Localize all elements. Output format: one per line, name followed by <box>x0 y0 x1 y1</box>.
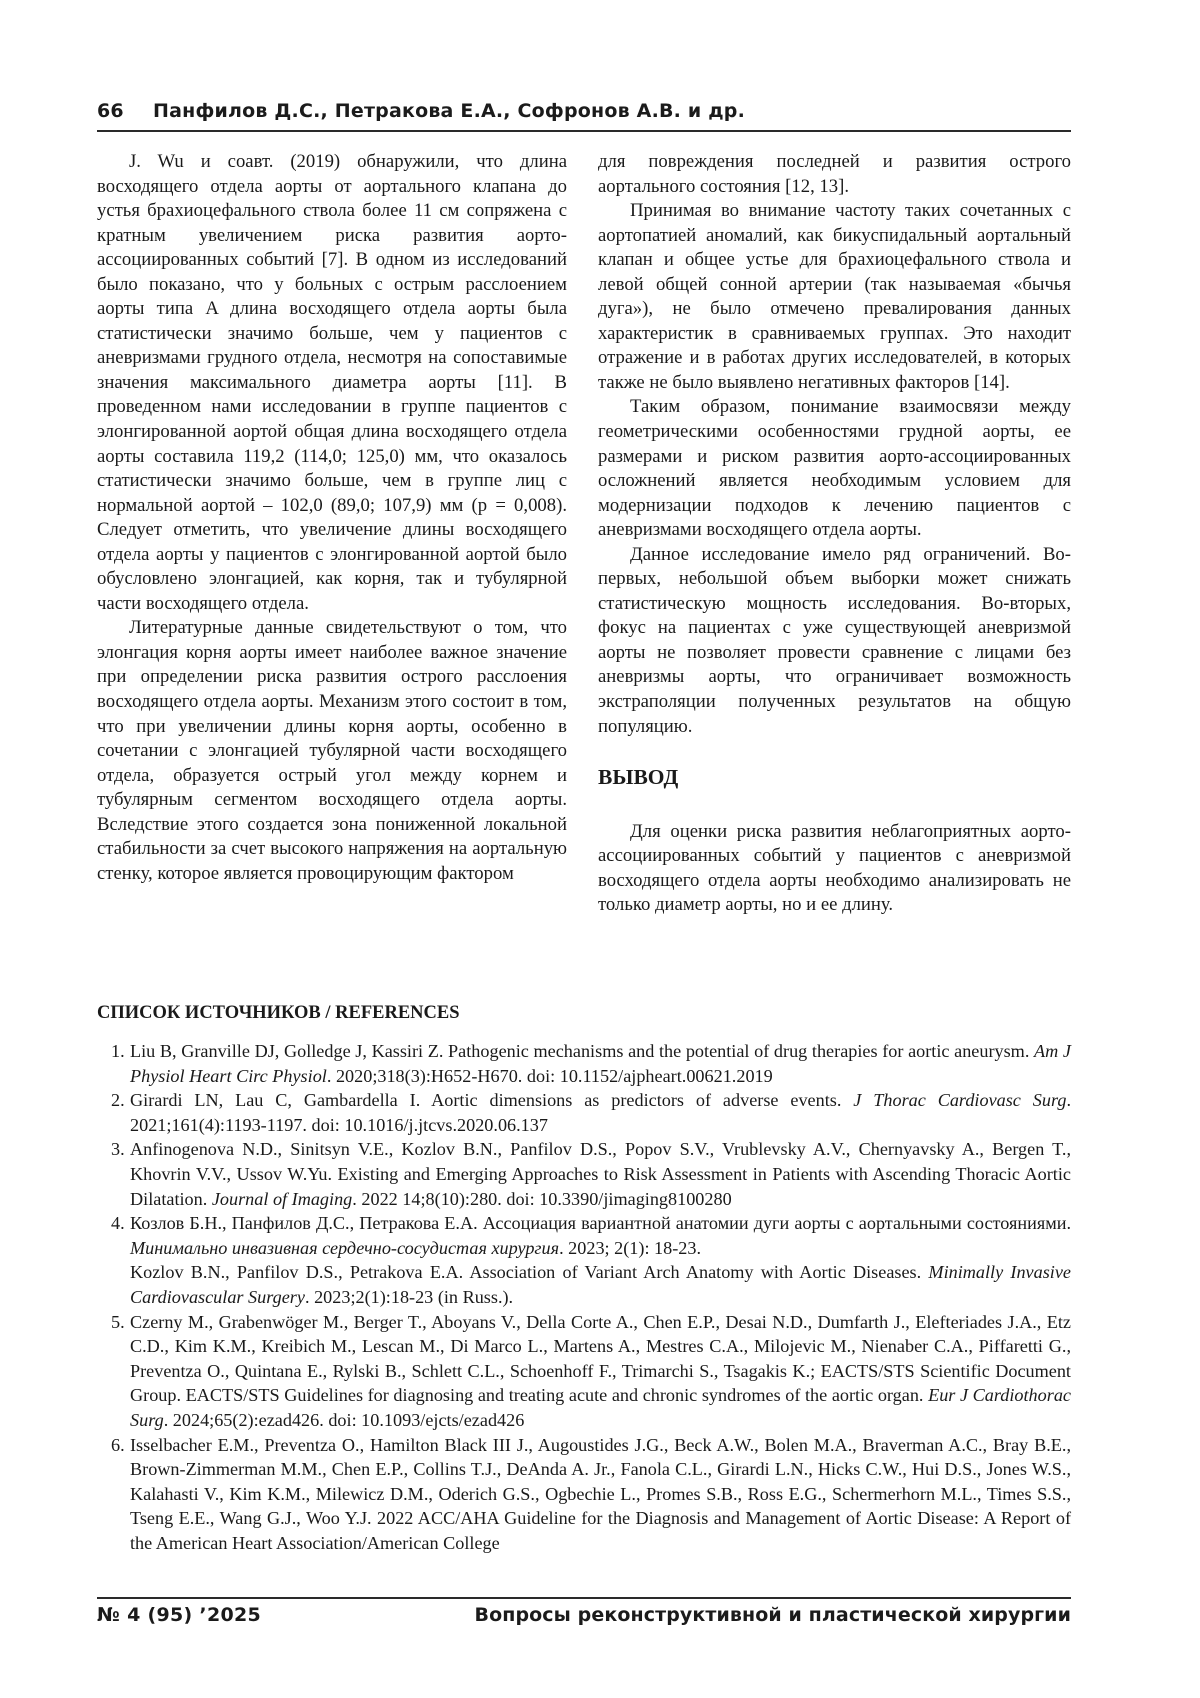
reference-number: 5. <box>111 1311 125 1332</box>
journal-title: Вопросы реконструктивной и пластической хирургии <box>474 1604 1071 1626</box>
page-number: 66 <box>97 100 124 122</box>
body-paragraph: Таким образом, понимание взаимосвязи между геометрическими особенностями грудной аорты, ее размерами и риском развития аорто-ассоциированных осложнений является необходимым условием для модернизации подходов к лечению пациентов с аневризмами восходящего отдела аорты. <box>598 396 1071 541</box>
reference-journal: Минимально инвазивная сердечно-сосудистая хирургия <box>130 1237 560 1258</box>
conclusion-paragraph: Для оценки риска развития неблагоприятных аорто-ассоциированных событий у пациентов с аневризмой восходящего отдела аорты необходимо анализировать не только диаметр аорты, но и ее длину. <box>598 820 1071 916</box>
reference-text: Козлов Б.Н., Панфилов Д.С., Петракова Е.А. Ассоциация вариантной анатомии дуги аорты с аортальными состояниями. <box>130 1213 1071 1234</box>
reference-item <box>97 1137 1071 1211</box>
reference-journal: J Thorac Cardiovasc Surg <box>853 1090 1067 1111</box>
reference-journal: Minimally Invasive Cardiovascular Surgery <box>130 1262 1071 1307</box>
body-paragraph: для повреждения последней и развития острого аортального состояния [12, 13]. <box>598 151 1071 197</box>
reference-text: Kozlov B.N., Panfilov D.S., Petrakova E.A. Association of Variant Arch Anatomy with Aortic Diseases. <box>130 1262 922 1283</box>
body-paragraph: Литературные данные свидетельствуют о том, что элонгация корня аорты имеет наиболее важное значение при определении риска развития острого расслоения восходящего отдела аорты. Механизм этого состоит в том, что при увеличении длины корня аорты, особенно в сочетании с элонгацией тубулярной части восходящего отдела, образуется острый угол между корнем и тубулярным сегментом восходящего отдела аорты. Вследствие этого создается зона пониженной локальной стабильности за счет высокого напряжения на аортальную стенку, которое является провоцирующим фактором <box>97 617 567 884</box>
running-footer <box>97 1604 1071 1634</box>
body-paragraph: J. Wu и соавт. (2019) обнаружили, что длина восходящего отдела аорты от аортального клапана до устья брахиоцефального ствола более 11 см сопряжена с кратным увеличением риска развития аорто-ассоциированных событий [7]. В одном из исследований было показано, что у больных с острым расслоением аорты типа A длина восходящего отдела аорты была статистически значимо больше, чем у пациентов с аневризмами грудного отдела, несмотря на сопоставимые значения максимального диаметра аорты [11]. В проведенном нами исследовании в группе пациентов с элонгированной аортой общая длина восходящего отдела аорты составила 119,2 (114,0; 125,0) мм, что оказалось статистически значимо больше, чем в группе лиц с нормальной аортой – 102,0 (89,0; 107,9) мм (p = 0,008). Следует отметить, что увеличение длины восходящего отдела аорты у пациентов с элонгированной аортой было обусловлено элонгацией, как корня, так и тубулярной части восходящего отдела. <box>97 151 567 614</box>
reference-text: Anfinogenova N.D., Sinitsyn V.E., Kozlov B.N., Panfilov D.S., Popov S.V., Vrublevsky A.V., Chernyavsky A., Bergen T., Khovrin V.V., Ussov W.Yu. Existing and Emerging Approaches to Risk Assessment in Patients with Ascending Thoracic Aortic Dilatation. <box>130 1139 1071 1209</box>
reference-details: . 2021;161(4):1193-1197. doi: 10.1016/j.jtcvs.2020.06.137 <box>130 1090 1072 1135</box>
reference-translation <box>130 1260 1071 1309</box>
reference-item <box>97 1039 1071 1088</box>
reference-number: 6. <box>111 1434 125 1455</box>
reference-number: 1. <box>111 1041 125 1061</box>
reference-journal: Am J Physiol Heart Circ Physiol <box>130 1041 1071 1086</box>
left-column <box>97 150 567 886</box>
right-column <box>598 150 1071 918</box>
reference-text: Liu B, Granville DJ, Golledge J, Kassiri Z. Pathogenic mechanisms and the potential of drug therapies for aortic aneurysm. <box>130 1041 1030 1061</box>
reference-number: 4. <box>111 1213 125 1234</box>
body-paragraph: Данное исследование имело ряд ограничений. Во-первых, небольшой объем выборки может снижать статистическую мощность исследования. Во-вторых, фокус на пациентах с уже существующей аневризмой аорты не позволяет провести сравнение с лицами без аневризмы аорты, что ограничивает возможность экстраполяции полученных результатов на общую популяцию. <box>598 543 1071 737</box>
reference-journal: Eur J Cardiothorac Surg <box>130 1385 1071 1430</box>
references-heading: СПИСОК ИСТОЧНИКОВ / REFERENCES <box>97 1003 460 1023</box>
reference-details: . 2024;65(2):ezad426. doi: 10.1093/ejcts/ezad426 <box>163 1409 525 1430</box>
header-authors: Панфилов Д.С., Петракова Е.А., Софронов А.В. и др. <box>153 100 745 122</box>
reference-journal: Journal of Imaging <box>211 1188 353 1209</box>
reference-number: 3. <box>111 1139 125 1160</box>
reference-details: . 2023; 2(1): 18-23. <box>559 1237 702 1258</box>
reference-text: Czerny M., Grabenwöger M., Berger T., Aboyans V., Della Corte A., Chen E.P., Desai N.D., Dumfarth J., Elefteriades J.A., Etz C.D., Kim K.M., Kreibich M., Lescan M., Di Marco L., Martens A., Mestres C.A., Milojevic M., Nienaber C.A., Piffaretti G., Preventza O., Quintana E., Rylski B., Schlett C.L., Schoenhoff F., Trimarchi S., Tsagakis K.; EACTS/STS Scientific Document Group. EACTS/STS Guidelines for diagnosing and treating acute and chronic syndromes of the aortic organ. <box>130 1311 1071 1406</box>
header-rule <box>97 130 1071 132</box>
body-paragraph: Принимая во внимание частоту таких сочетанных с аортопатией аномалий, как бикуспидальный аортальный клапан и общее устье для брахиоцефального ствола и левой общей сонной артерии (так называемая «бычья дуга»), не было отмечено превалирования данных характеристик в сравниваемых группах. Это находит отражение и в работах других исследователей, в которых также не было выявлено негативных факторов [14]. <box>598 200 1071 393</box>
reference-item <box>97 1310 1071 1433</box>
issue-number: № 4 (95) ’2025 <box>97 1604 262 1626</box>
footer-rule <box>97 1597 1071 1599</box>
reference-details: . 2020;318(3):H652-H670. doi: 10.1152/ajpheart.00621.2019 <box>326 1065 773 1086</box>
reference-text: Isselbacher E.M., Preventza O., Hamilton Black III J., Augoustides J.G., Beck A.W., Bolen M.A., Braverman A.C., Bray B.E., Brown-Zimmerman M.M., Chen E.P., Collins T.J., DeAnda A. Jr., Fanola C.L., Girardi L.N., Hicks C.W., Hui D.S., Jones W.S., Kalahasti V., Kim K.M., Milewicz D.M., Oderich G.S., Ogbechie L., Promes S.B., Ross E.G., Schermerhorn M.L., Times S.S., Tseng E.E., Wang G.J., Woo Y.J. 2022 ACC/AHA Guideline for the Diagnosis and Management of Aortic Disease: A Report of the American Heart Association/American College <box>130 1434 1071 1553</box>
conclusion-heading: ВЫВОД <box>598 765 679 790</box>
reference-item <box>97 1433 1071 1556</box>
reference-details: . 2023;2(1):18-23 (in Russ.). <box>304 1286 514 1307</box>
running-header <box>97 100 1071 130</box>
reference-details: . 2022 14;8(10):280. doi: 10.3390/jimaging8100280 <box>352 1188 732 1209</box>
reference-text: Girardi LN, Lau C, Gambardella I. Aortic dimensions as predictors of adverse events. <box>130 1090 842 1111</box>
reference-item <box>97 1088 1071 1137</box>
reference-number: 2. <box>111 1090 125 1111</box>
reference-item <box>97 1211 1071 1309</box>
references-list <box>97 1039 1071 1555</box>
